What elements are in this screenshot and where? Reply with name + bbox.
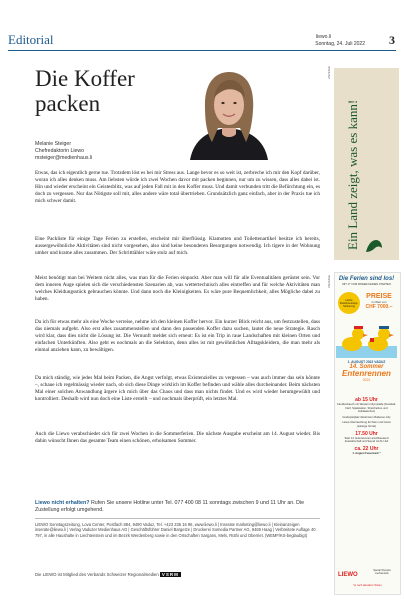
special-olympics-logo: Special Olympics Liechtenstein xyxy=(373,570,391,575)
ad2-event-title-2: Entenrennen xyxy=(342,369,391,378)
impressum: LIEWO Sonntagszeitung, Lova Center, Postfach 884, 9490 Vaduz, Tel. +423 236 16 96, www.liewo.li | Inserate marketing@liewo.li | Kleinanzeigen inserate@liewo.li | Verlag Vaduzer Medienhaus AG | Geschäftsführer Daniel Bargetze | Druckerei Somedia Partner AG, 9469 Haag | Verbreitete Auflage 40 797, in alle Haushalte in Liechtenstein und im Bezirk Werdenberg sowie in den Ortschaften Sargans, Mels, Rüthi und Oberriet. (WEMF/KS-beglaubigt) xyxy=(35,522,316,538)
lion-icon xyxy=(364,236,384,254)
ad2-program-2: Grabspielplatz direkt beim Rüdenen-City xyxy=(342,415,391,419)
ad1-slogan: Ein Land zeigt, was es kann! xyxy=(345,99,360,250)
ad2-price-value: CHF 7000.– xyxy=(365,304,393,310)
ad2-time-2: 17.50 Uhr xyxy=(355,430,378,437)
title-line-2: packen xyxy=(35,91,101,116)
vsrm-text: Die LIEWO ist Mitglied des Verbands Schweizer Regionalmedien xyxy=(35,572,159,577)
vsrm-logo: VSRM xyxy=(161,572,179,577)
ad2-price-sub: im Wert von xyxy=(371,300,387,304)
article-paragraph: Etwas, das ich eigentlich gerne tue. Trotzdem löst es bei mir Stress aus. Lange bevor es so weit ist, zerbreche ich mir den Kopf darüber, woran ich alles denken muss. Am liebsten würde ich zwei Wochen davor mit packen beginnen, nur um zu wissen, dass alles dabei ist. Hin und wieder erscheint ein Geistesblitz, was auf jeden Fall mit in den Koffer muss. Und damit verbunden tritt die Befürchtung ein, es doch zu vergessen. Nur das Nötigste soll mit, alles andere wäre total übertrieben. Grundsätzlich ganz einfach, aber in der Praxis tue ich mich schwer damit. xyxy=(35,170,320,205)
section-title: Editorial xyxy=(8,32,54,47)
ad2-content xyxy=(336,276,397,286)
ad2-program-3: Liewo-Überraschung für Klein und Gross (solange Vorrat) xyxy=(342,421,391,428)
ad2-badge: Letzte Zwischenstopp-Sicherung xyxy=(338,292,360,314)
ad2-subtitle: MIT 17 VOM KINDER-KEINEN STARTEN xyxy=(342,283,391,286)
ad-label: ANZEIGE xyxy=(327,66,331,80)
issue-date: Sonntag, 24. Juli 2022 xyxy=(315,41,365,47)
ad2-program-5: 1. August Feuerwerk * xyxy=(352,451,381,455)
article-paragraph: Auch die Liewo verabschiedet sich für zwei Wochen in die Sommerferien. Die nächste Ausgabe erscheint am 14. August wieder. Bis dahin wünscht Ihnen das gesamte Team einen schönen, erholsamen Sommer. xyxy=(35,431,320,445)
article-paragraph: Eine Packliste für einige Tage Ferien zu erstellen, erscheint mir überflüssig. Klamotten und Toilettenartikel besitze ich bereits, aussergewöhnliche Aktivitäten sind nicht vorgesehen, also sind keine besonderen Besorgungen notwendig. Ich tigere in der Wohnung umher und krame alles zusammen. Der Schritttähler wäre stolz auf mich. xyxy=(35,236,320,257)
article-paragraph: Meist benötigt man bei Weitem nicht alles, was man für die Ferien einpackt. Aber man will für alle Eventualitäten gerüstet sein. Vor dem inneren Auge spielen sich die verschiedensten Szenarien ab, was wettertechnisch alles eintreffen und für welche Aktivitäten man welches Kleidungsstück gebrauchen könnte. Und dann noch die Kleinigkeiten. Es wäre pure Bequemlichkeit, alles Mögliche dabei zu haben. xyxy=(35,275,320,303)
ad2-note: *je nach aktuellem Wetter xyxy=(353,584,382,587)
ducks-illustration xyxy=(336,318,397,358)
delivery-hotline xyxy=(35,500,320,514)
article-title xyxy=(35,66,175,116)
author-portrait xyxy=(170,68,288,160)
ad2-time-3: ca. 22 Uhr xyxy=(354,445,379,452)
divider xyxy=(35,518,320,519)
ad2-title: Die Ferien sind los! xyxy=(338,276,395,282)
ad2-event-title-1: 14. Sommer xyxy=(349,364,384,370)
article-paragraph: Da mich ständig, wie jedes Mal beim Packen, die Angst verfolgt, etwas Existenzielles zu vergessen – was auch immer das sein könnte –, schaue ich regelmässig wieder nach, ob sich diese Dinge wirklich im Koffer befinden und wähle alles durcheinander. Beim nächsten Mal einer solchen Anwandlung ärgere ich mich über das Chaos und dass man nichts findet. Und es wird wieder herumgewühlt und kontrolliert. Deshalb wird nun doch eine Liste erstellt – und nochmals überprüft, ein letztes Mal. xyxy=(35,375,320,403)
ad2-program xyxy=(337,397,396,455)
hotline-text: Rufen Sie unsere Hotline unter Tel. 077 400 08 11 sonntags zwischen 9 und 11 Uhr an. Die Zustellung erfolgt umgehend. xyxy=(35,500,305,513)
liewo-logo: LIEWO xyxy=(338,572,358,578)
ad2-price-label: PREISE xyxy=(366,293,392,300)
author-email[interactable]: msteiger@medienhaus.li xyxy=(35,155,93,161)
hotline-question: Liewo nicht erhalten? xyxy=(35,500,90,506)
author-block xyxy=(35,141,92,162)
ad2-event-year: 2022 xyxy=(362,378,371,382)
ad-label: ANZEIGE xyxy=(327,275,331,289)
ad2-prize xyxy=(362,293,396,310)
author-role: Chefredaktorin Liewo xyxy=(35,148,85,154)
vsrm-membership xyxy=(35,572,320,577)
ad2-time-1: ab 15 Uhr xyxy=(355,397,378,403)
author-name: Melanie Steiger xyxy=(35,141,72,147)
ad2-program-1: Familienbauch mit Western-Olympiade (Fussball-Darf, Spielstation, Streichelzoo und Goldwaschen) xyxy=(337,403,396,414)
ad2-event xyxy=(336,360,397,382)
article-paragraph: Da ich für etwas mehr als eine Woche verreise, nehme ich den kleinen Koffer hervor. Ein kurzer Blick reicht aus, um festzustellen, dass das niemals aufgeht. Also erst alles zusammenstellen und dann den passenden Koffer dazu suchen, lautet die neue Strategie. Rasch wird klar, dass dies nicht die Lösung ist. Die Vernunft meldet sich erneut: Es ist ein Trip in raue Landschaften mit kleinen Orten und einfachen Unterkünften. Also geht es nochmals an die Selektion, denn alles ist mit gewöhnlichen Alltagskleidern, die man mehr als einmal anziehen kann, zu bewältigen. xyxy=(35,319,320,354)
title-line-1: Die Koffer xyxy=(35,66,135,91)
header-rule xyxy=(8,50,396,51)
ad2-event-date: 1. AUGUST 2022 VADUZ xyxy=(347,360,386,364)
paper-name: liewo.li xyxy=(316,34,332,40)
page-number: 3 xyxy=(389,33,395,47)
ad2-program-4: Start 14. Entenrennen anschliessend Festwirtschaft und Sound mit DJ Juli xyxy=(344,436,389,444)
